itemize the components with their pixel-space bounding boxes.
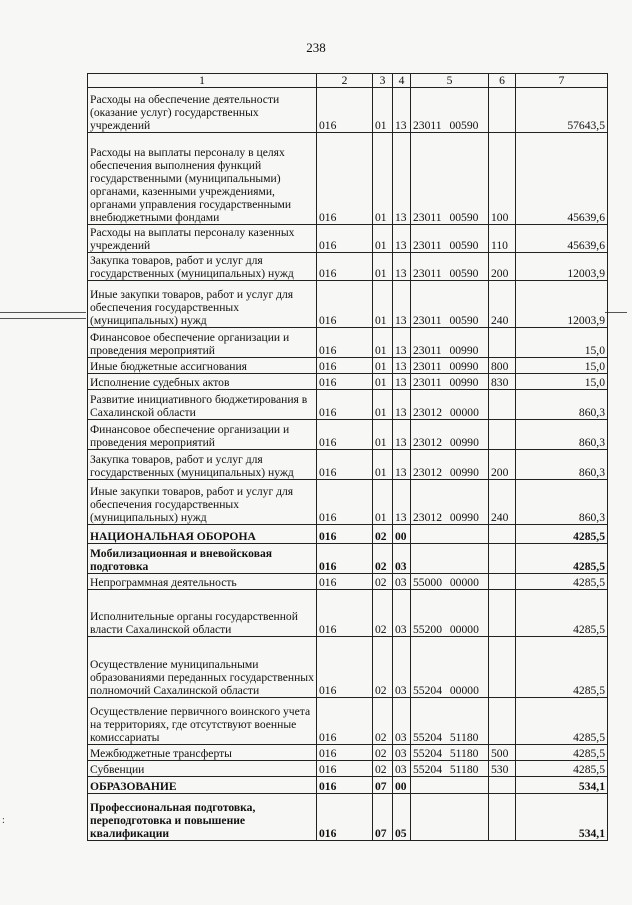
section-code-cell: 01 xyxy=(373,328,393,358)
row-name-cell: Финансовое обеспечение организации и проведения мероприятий xyxy=(88,328,317,358)
table-row xyxy=(88,390,608,420)
ministry-code-cell: 016 xyxy=(317,794,373,841)
row-name-cell: Расходы на выплаты персоналу казенных учреждений xyxy=(88,225,317,253)
table-row xyxy=(88,450,608,480)
subsection-code-cell: 00 xyxy=(393,777,411,794)
ministry-code-cell: 016 xyxy=(317,281,373,328)
target-article-cell: 55200 00000 xyxy=(411,590,489,637)
row-name-cell: ОБРАЗОВАНИЕ xyxy=(88,777,317,794)
scan-line xyxy=(0,318,86,319)
row-name-cell: Иные закупки товаров, работ и услуг для обеспечения государственных (муниципальных) нужд xyxy=(88,281,317,328)
row-name-cell: НАЦИОНАЛЬНАЯ ОБОРОНА xyxy=(88,525,317,544)
table-row xyxy=(88,420,608,450)
target-article-cell: 55204 51180 xyxy=(411,761,489,777)
subsection-code-cell: 13 xyxy=(393,133,411,225)
row-name-cell: Развитие инициативного бюджетирования в Сахалинской области xyxy=(88,390,317,420)
target-article-cell: 23011 00590 xyxy=(411,88,489,133)
column-header: 7 xyxy=(516,74,608,88)
target-article-cell xyxy=(411,525,489,544)
amount-cell: 4285,5 xyxy=(516,761,608,777)
subsection-code-cell: 13 xyxy=(393,358,411,374)
amount-cell: 15,0 xyxy=(516,358,608,374)
ministry-code-cell: 016 xyxy=(317,590,373,637)
expense-kind-cell xyxy=(489,328,516,358)
table-row xyxy=(88,777,608,794)
expense-kind-cell: 500 xyxy=(489,745,516,761)
target-article-cell: 55000 00000 xyxy=(411,574,489,590)
row-name-cell: Исполнение судебных актов xyxy=(88,374,317,390)
amount-cell: 860,3 xyxy=(516,390,608,420)
row-name-cell: Мобилизационная и вневойсковая подготовка xyxy=(88,544,317,574)
column-header: 2 xyxy=(317,74,373,88)
amount-cell: 534,1 xyxy=(516,794,608,841)
page-number: 238 xyxy=(306,40,326,55)
ministry-code-cell: 016 xyxy=(317,574,373,590)
subsection-code-cell: 03 xyxy=(393,637,411,698)
expense-kind-cell: 100 xyxy=(489,133,516,225)
expense-kind-cell: 240 xyxy=(489,281,516,328)
amount-cell: 4285,5 xyxy=(516,544,608,574)
table-row xyxy=(88,133,608,225)
amount-cell: 4285,5 xyxy=(516,590,608,637)
row-name-cell: Расходы на обеспечение деятельности (оказание услуг) государственных учреждений xyxy=(88,88,317,133)
ministry-code-cell: 016 xyxy=(317,420,373,450)
ministry-code-cell: 016 xyxy=(317,745,373,761)
row-name-cell: Исполнительные органы государственной власти Сахалинской области xyxy=(88,590,317,637)
ministry-code-cell: 016 xyxy=(317,761,373,777)
ministry-code-cell: 016 xyxy=(317,390,373,420)
target-article-cell: 55204 51180 xyxy=(411,698,489,745)
target-article-cell: 23011 00590 xyxy=(411,281,489,328)
ministry-code-cell: 016 xyxy=(317,358,373,374)
table-row xyxy=(88,328,608,358)
target-article-cell xyxy=(411,544,489,574)
table-row xyxy=(88,374,608,390)
expense-kind-cell xyxy=(489,544,516,574)
table-row xyxy=(88,574,608,590)
expense-kind-cell xyxy=(489,698,516,745)
column-header: 5 xyxy=(411,74,489,88)
table-row xyxy=(88,698,608,745)
section-code-cell: 01 xyxy=(373,225,393,253)
ministry-code-cell: 016 xyxy=(317,525,373,544)
row-name-cell: Субвенции xyxy=(88,761,317,777)
amount-cell: 4285,5 xyxy=(516,525,608,544)
expense-kind-cell xyxy=(489,794,516,841)
ministry-code-cell: 016 xyxy=(317,225,373,253)
target-article-cell: 23012 00990 xyxy=(411,450,489,480)
amount-cell: 15,0 xyxy=(516,374,608,390)
ministry-code-cell: 016 xyxy=(317,133,373,225)
column-header: 6 xyxy=(489,74,516,88)
expense-kind-cell xyxy=(489,777,516,794)
target-article-cell: 23012 00990 xyxy=(411,480,489,525)
subsection-code-cell: 03 xyxy=(393,745,411,761)
ministry-code-cell: 016 xyxy=(317,637,373,698)
amount-cell: 45639,6 xyxy=(516,225,608,253)
section-code-cell: 02 xyxy=(373,544,393,574)
amount-cell: 534,1 xyxy=(516,777,608,794)
row-name-cell: Закупка товаров, работ и услуг для государственных (муниципальных) нужд xyxy=(88,253,317,281)
table-row xyxy=(88,253,608,281)
section-code-cell: 02 xyxy=(373,698,393,745)
row-name-cell: Осуществление первичного воинского учета на территориях, где отсутствуют военные комиссариаты xyxy=(88,698,317,745)
column-header: 4 xyxy=(393,74,411,88)
subsection-code-cell: 13 xyxy=(393,390,411,420)
section-code-cell: 01 xyxy=(373,358,393,374)
section-code-cell: 01 xyxy=(373,88,393,133)
row-name-cell: Осуществление муниципальными образованиями переданных государственных полномочий Сахалинской области xyxy=(88,637,317,698)
amount-cell: 45639,6 xyxy=(516,133,608,225)
amount-cell: 57643,5 xyxy=(516,88,608,133)
table-row xyxy=(88,544,608,574)
budget-table-body xyxy=(88,88,608,841)
expense-kind-cell: 800 xyxy=(489,358,516,374)
ministry-code-cell: 016 xyxy=(317,544,373,574)
subsection-code-cell: 05 xyxy=(393,794,411,841)
amount-cell: 12003,9 xyxy=(516,253,608,281)
section-code-cell: 02 xyxy=(373,745,393,761)
section-code-cell: 01 xyxy=(373,450,393,480)
target-article-cell: 23011 00590 xyxy=(411,253,489,281)
scan-line xyxy=(605,312,627,313)
scan-line xyxy=(0,312,86,313)
subsection-code-cell: 03 xyxy=(393,761,411,777)
expense-kind-cell xyxy=(489,637,516,698)
ministry-code-cell: 016 xyxy=(317,253,373,281)
row-name-cell: Расходы на выплаты персоналу в целях обеспечения выполнения функций государственными (муниципальными) органами, казенными учреждениями, органами управления государственными внебюджетными фондами xyxy=(88,133,317,225)
ministry-code-cell: 016 xyxy=(317,480,373,525)
section-code-cell: 01 xyxy=(373,253,393,281)
row-name-cell: Иные бюджетные ассигнования xyxy=(88,358,317,374)
target-article-cell: 23011 00590 xyxy=(411,225,489,253)
amount-cell: 15,0 xyxy=(516,328,608,358)
expense-kind-cell: 200 xyxy=(489,450,516,480)
amount-cell: 12003,9 xyxy=(516,281,608,328)
section-code-cell: 01 xyxy=(373,420,393,450)
amount-cell: 860,3 xyxy=(516,420,608,450)
table-row xyxy=(88,794,608,841)
scan-edge-mark: : xyxy=(2,815,5,826)
subsection-code-cell: 03 xyxy=(393,574,411,590)
amount-cell: 4285,5 xyxy=(516,698,608,745)
subsection-code-cell: 13 xyxy=(393,281,411,328)
section-code-cell: 01 xyxy=(373,390,393,420)
ministry-code-cell: 016 xyxy=(317,88,373,133)
expense-kind-cell xyxy=(489,420,516,450)
subsection-code-cell: 03 xyxy=(393,590,411,637)
target-article-cell xyxy=(411,794,489,841)
section-code-cell: 01 xyxy=(373,133,393,225)
section-code-cell: 02 xyxy=(373,574,393,590)
target-article-cell: 23011 00990 xyxy=(411,374,489,390)
subsection-code-cell: 00 xyxy=(393,525,411,544)
table-row xyxy=(88,88,608,133)
section-code-cell: 02 xyxy=(373,761,393,777)
subsection-code-cell: 03 xyxy=(393,698,411,745)
table-row xyxy=(88,761,608,777)
row-name-cell: Межбюджетные трансферты xyxy=(88,745,317,761)
table-row xyxy=(88,525,608,544)
subsection-code-cell: 13 xyxy=(393,253,411,281)
table-row xyxy=(88,281,608,328)
column-header: 3 xyxy=(373,74,393,88)
section-code-cell: 07 xyxy=(373,794,393,841)
subsection-code-cell: 13 xyxy=(393,374,411,390)
section-code-cell: 01 xyxy=(373,480,393,525)
row-name-cell: Непрограммная деятельность xyxy=(88,574,317,590)
target-article-cell: 55204 51180 xyxy=(411,745,489,761)
target-article-cell: 23012 00990 xyxy=(411,420,489,450)
section-code-cell: 02 xyxy=(373,590,393,637)
subsection-code-cell: 13 xyxy=(393,450,411,480)
amount-cell: 4285,5 xyxy=(516,637,608,698)
amount-cell: 4285,5 xyxy=(516,745,608,761)
subsection-code-cell: 13 xyxy=(393,420,411,450)
row-name-cell: Профессиональная подготовка, переподготовка и повышение квалификации xyxy=(88,794,317,841)
target-article-cell: 23012 00000 xyxy=(411,390,489,420)
column-header-row xyxy=(88,74,608,88)
row-name-cell: Закупка товаров, работ и услуг для государственных (муниципальных) нужд xyxy=(88,450,317,480)
subsection-code-cell: 13 xyxy=(393,328,411,358)
expense-kind-cell: 110 xyxy=(489,225,516,253)
target-article-cell: 55204 00000 xyxy=(411,637,489,698)
section-code-cell: 01 xyxy=(373,374,393,390)
subsection-code-cell: 03 xyxy=(393,544,411,574)
section-code-cell: 01 xyxy=(373,281,393,328)
table-row xyxy=(88,745,608,761)
expense-kind-cell xyxy=(489,574,516,590)
expense-kind-cell: 200 xyxy=(489,253,516,281)
subsection-code-cell: 13 xyxy=(393,480,411,525)
expense-kind-cell: 530 xyxy=(489,761,516,777)
section-code-cell: 07 xyxy=(373,777,393,794)
ministry-code-cell: 016 xyxy=(317,374,373,390)
amount-cell: 860,3 xyxy=(516,480,608,525)
expense-kind-cell xyxy=(489,525,516,544)
section-code-cell: 02 xyxy=(373,525,393,544)
table-row xyxy=(88,225,608,253)
column-header: 1 xyxy=(88,74,317,88)
subsection-code-cell: 13 xyxy=(393,225,411,253)
budget-table xyxy=(87,73,608,841)
ministry-code-cell: 016 xyxy=(317,698,373,745)
table-row xyxy=(88,358,608,374)
expense-kind-cell xyxy=(489,590,516,637)
expense-kind-cell: 240 xyxy=(489,480,516,525)
target-article-cell xyxy=(411,777,489,794)
row-name-cell: Иные закупки товаров, работ и услуг для обеспечения государственных (муниципальных) нужд xyxy=(88,480,317,525)
ministry-code-cell: 016 xyxy=(317,328,373,358)
expense-kind-cell xyxy=(489,390,516,420)
target-article-cell: 23011 00590 xyxy=(411,133,489,225)
ministry-code-cell: 016 xyxy=(317,777,373,794)
amount-cell: 4285,5 xyxy=(516,574,608,590)
table-row xyxy=(88,590,608,637)
row-name-cell: Финансовое обеспечение организации и проведения мероприятий xyxy=(88,420,317,450)
amount-cell: 860,3 xyxy=(516,450,608,480)
table-row xyxy=(88,637,608,698)
ministry-code-cell: 016 xyxy=(317,450,373,480)
expense-kind-cell xyxy=(489,88,516,133)
target-article-cell: 23011 00990 xyxy=(411,328,489,358)
subsection-code-cell: 13 xyxy=(393,88,411,133)
target-article-cell: 23011 00990 xyxy=(411,358,489,374)
expense-kind-cell: 830 xyxy=(489,374,516,390)
table-row xyxy=(88,480,608,525)
section-code-cell: 02 xyxy=(373,637,393,698)
